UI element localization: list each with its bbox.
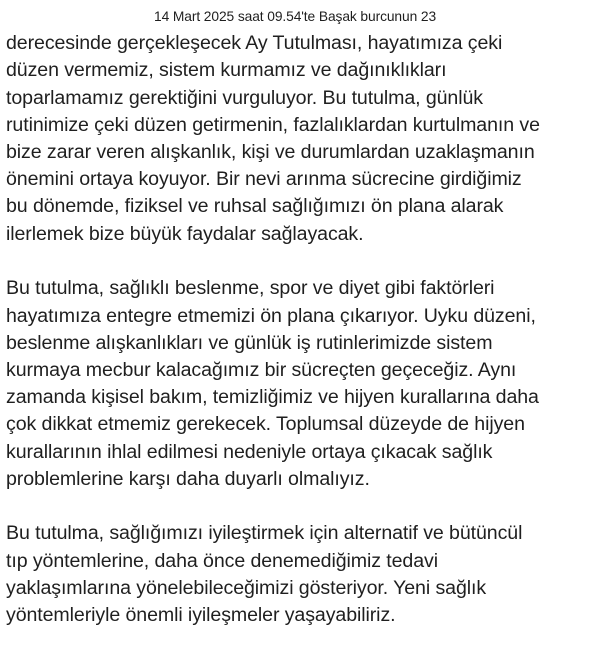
paragraph-line: Bu tutulma, sağlığımızı iyileştirmek için alternatif ve bütüncül — [6, 522, 523, 545]
article-body — [6, 3, 596, 629]
paragraph-line: beslenme alışkanlıkları ve günlük iş rutinlerimizde sistem — [6, 331, 493, 354]
paragraph-line: ilerlemek bize büyük faydalar sağlayacak. — [6, 222, 364, 245]
paragraph-line: bu dönemde, fiziksel ve ruhsal sağlığımızı ön plana alarak — [6, 195, 504, 218]
paragraph-line: yaklaşımlarına yönelebileceğimizi gösteriyor. Yeni sağlık — [6, 576, 487, 599]
paragraph-line: Bu tutulma, sağlıklı beslenme, spor ve diyet gibi faktörleri — [6, 277, 495, 300]
paragraph-line: kurallarının ihlal edilmesi nedeniyle ortaya çıkacak sağlık — [6, 440, 493, 463]
paragraph-line: yöntemleriyle önemli iyileşmeler yaşayabiliriz. — [6, 604, 396, 627]
paragraph-line: 14 Mart 2025 saat 09.54'te Başak burcunun 23 — [154, 9, 437, 24]
paragraph-line: düzen vermemiz, sistem kurmamız ve dağınıklıkları — [6, 59, 447, 82]
paragraph-line: tıp yöntemlerine, daha önce denemediğimiz tedavi — [6, 549, 438, 572]
paragraph-2 — [6, 275, 596, 493]
paragraph-line: çok dikkat etmemiz gerekecek. Toplumsal düzeyde de hijyen — [6, 413, 525, 436]
paragraph-line: problemlerine karşı daha duyarlı olmalıyız. — [6, 467, 370, 490]
paragraph-line: zamanda kişisel bakım, temizliğimiz ve hijyen kurallarına daha — [6, 386, 539, 409]
paragraph-line: önemini ortaya koyuyor. Bir nevi arınma sücrecine girdiğimiz — [6, 168, 522, 191]
paragraph-line: kurmaya mecbur kalacağımız bir sücreçten geçeceğiz. Aynı — [6, 358, 517, 381]
paragraph-line: toparlamamız gerektiğini vurguluyor. Bu tutulma, günlük — [6, 86, 483, 109]
paragraph-line: derecesinde gerçekleşecek Ay Tutulması, hayatımıza çeki — [6, 32, 503, 55]
paragraph-spacer — [6, 493, 596, 521]
paragraph-line: rutinimize çeki düzen getirmenin, fazlalıklardan kurtulmanın ve — [6, 113, 540, 136]
paragraph-3 — [6, 520, 596, 629]
paragraph-1 — [6, 3, 596, 248]
paragraph-line: bize zarar veren alışkanlık, kişi ve durumlardan uzaklaşmanın — [6, 141, 535, 164]
paragraph-spacer — [6, 248, 596, 276]
paragraph-line: hayatımıza entegre etmemizi ön plana çıkarıyor. Uyku düzeni, — [6, 304, 536, 327]
